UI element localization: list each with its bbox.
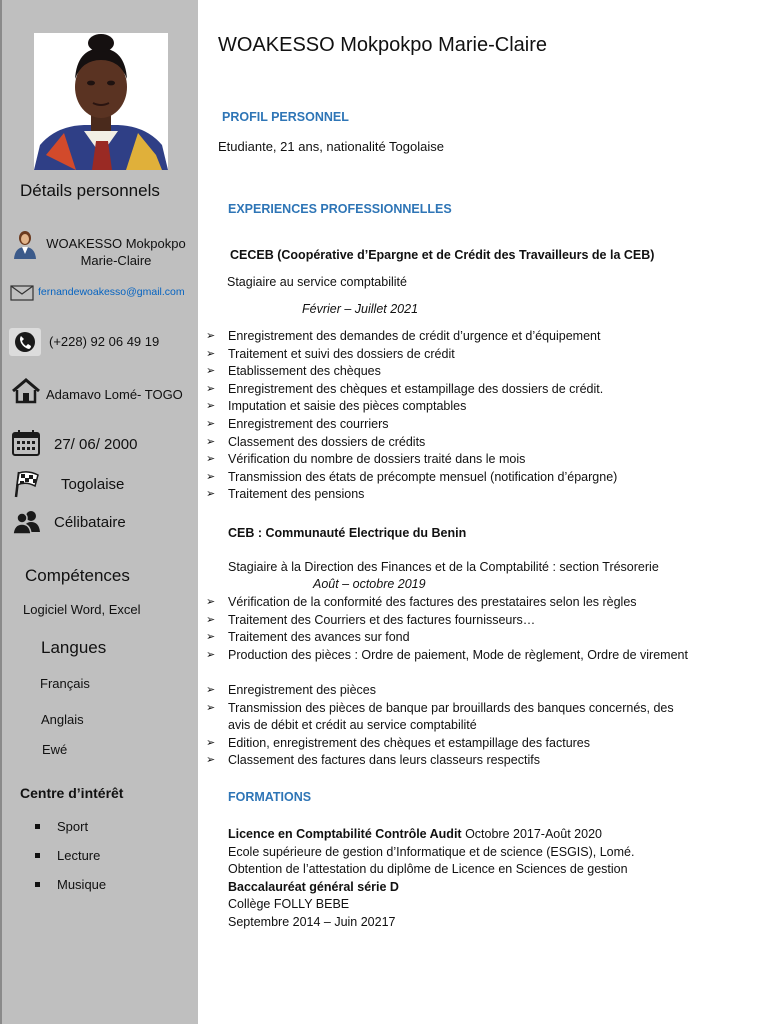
sidebar-name: WOAKESSO Mokpokpo Marie-Claire bbox=[46, 236, 186, 268]
education-section-title: FORMATIONS bbox=[228, 790, 312, 804]
interests-list bbox=[35, 817, 106, 904]
profile-photo bbox=[34, 33, 168, 170]
flag-icon bbox=[13, 470, 41, 498]
job2-role: Stagiaire à la Direction des Finances et de la Comptabilité : section Trésorerie bbox=[228, 560, 659, 574]
phone-icon bbox=[9, 328, 41, 356]
language-item: Anglais bbox=[41, 712, 84, 727]
education-degree1: Licence en Comptabilité Contrôle Audit Octobre 2017-Août 2020 bbox=[228, 827, 602, 841]
list-item: ➢ Traitement et suivi des dossiers de crédit bbox=[206, 346, 617, 364]
interests-title: Centre d’intérêt bbox=[20, 785, 124, 801]
sidebar bbox=[0, 0, 198, 1024]
list-item: ➢ Production des pièces : Ordre de paiement, Mode de règlement, Ordre de virement bbox=[206, 647, 698, 682]
arrow-bullet-icon: ➢ bbox=[206, 613, 216, 626]
arrow-bullet-icon: ➢ bbox=[206, 754, 216, 767]
arrow-bullet-icon: ➢ bbox=[206, 330, 216, 342]
marital-status: Célibataire bbox=[54, 514, 126, 531]
phone-number: (+228) 92 06 49 19 bbox=[49, 334, 160, 349]
list-item: ➢ Edition, enregistrement des chèques et estampillage des factures bbox=[206, 735, 698, 753]
birthdate: 27/ 06/ 2000 bbox=[54, 436, 138, 453]
arrow-bullet-icon: ➢ bbox=[206, 631, 216, 644]
interest-item: Musique bbox=[35, 875, 106, 904]
arrow-bullet-icon: ➢ bbox=[206, 736, 216, 749]
arrow-bullet-icon: ➢ bbox=[206, 347, 216, 360]
arrow-bullet-icon: ➢ bbox=[206, 417, 216, 430]
job1-tasks bbox=[206, 328, 617, 504]
list-item: ➢ Etablissement des chèques bbox=[206, 363, 617, 381]
arrow-bullet-icon: ➢ bbox=[206, 453, 216, 466]
arrow-bullet-icon: ➢ bbox=[206, 596, 216, 608]
job2-tasks bbox=[206, 594, 698, 770]
arrow-bullet-icon: ➢ bbox=[206, 435, 216, 448]
sidebar-edge bbox=[0, 0, 2, 1024]
arrow-bullet-icon: ➢ bbox=[206, 470, 216, 483]
profile-section-title: PROFIL PERSONNEL bbox=[222, 110, 349, 124]
skills-title: Compétences bbox=[25, 566, 130, 585]
people-icon bbox=[13, 510, 41, 534]
address: Adamavo Lomé- TOGO bbox=[46, 387, 183, 402]
home-icon bbox=[11, 378, 41, 404]
language-item: Ewé bbox=[42, 742, 68, 757]
person-icon bbox=[12, 229, 38, 259]
job1-period: Février – Juillet 2021 bbox=[302, 302, 419, 316]
list-item: ➢ Classement des factures dans leurs classeurs respectifs bbox=[206, 752, 698, 770]
skills-text: Logiciel Word, Excel bbox=[23, 602, 141, 617]
main-content bbox=[198, 0, 768, 1024]
education-dates2: Septembre 2014 – Juin 20217 bbox=[228, 915, 396, 929]
profile-text: Etudiante, 21 ans, nationalité Togolaise bbox=[218, 139, 444, 154]
nationality: Togolaise bbox=[61, 476, 125, 493]
arrow-bullet-icon: ➢ bbox=[206, 382, 216, 395]
list-item: ➢ Traitement des avances sur fond bbox=[206, 629, 698, 647]
arrow-bullet-icon: ➢ bbox=[206, 701, 216, 714]
list-item: ➢ Traitement des Courriers et des factures fournisseurs… bbox=[206, 612, 698, 630]
job1-company: CECEB (Coopérative d’Epargne et de Crédit des Travailleurs de la CEB) bbox=[230, 248, 655, 262]
list-item: ➢ Enregistrement des chèques et estampillage des dossiers de crédit. bbox=[206, 381, 617, 399]
list-item: ➢ Imputation et saisie des pièces comptables bbox=[206, 398, 617, 416]
list-item: ➢ Transmission des états de précompte mensuel (notification d’épargne) bbox=[206, 469, 617, 487]
education-degree2: Baccalauréat général série D bbox=[228, 880, 399, 894]
interest-item: Sport bbox=[35, 817, 106, 846]
arrow-bullet-icon: ➢ bbox=[206, 365, 216, 378]
list-item: ➢ Enregistrement des demandes de crédit d’urgence et d’équipement bbox=[206, 328, 617, 346]
email-link[interactable]: fernandewoakesso@gmail.com bbox=[38, 286, 185, 298]
envelope-icon bbox=[10, 285, 34, 301]
languages-title: Langues bbox=[41, 638, 107, 657]
list-item: ➢ Enregistrement des courriers bbox=[206, 416, 617, 434]
list-item: ➢ Vérification de la conformité des factures des prestataires selon les règles bbox=[206, 594, 698, 612]
arrow-bullet-icon: ➢ bbox=[206, 488, 216, 501]
list-item: ➢ Vérification du nombre de dossiers traité dans le mois bbox=[206, 451, 617, 469]
education-school1: Ecole supérieure de gestion d’Informatique et de science (ESGIS), Lomé. bbox=[228, 845, 635, 859]
page-title: WOAKESSO Mokpokpo Marie-Claire bbox=[218, 34, 547, 56]
job2-period: Août – octobre 2019 bbox=[313, 577, 426, 591]
education-note1: Obtention de l’attestation du diplôme de Licence en Sciences de gestion bbox=[228, 862, 628, 876]
calendar-icon bbox=[12, 430, 40, 456]
interest-item: Lecture bbox=[35, 846, 106, 875]
job1-role: Stagiaire au service comptabilité bbox=[227, 275, 407, 289]
education-school2: Collège FOLLY BEBE bbox=[228, 897, 350, 911]
list-item: ➢ Transmission des pièces de banque par brouillards des banques concernés, des avis de débit et crédit au service comptabilité bbox=[206, 700, 674, 733]
list-item: ➢ Traitement des pensions bbox=[206, 486, 617, 504]
list-item: ➢ Classement des dossiers de crédits bbox=[206, 434, 617, 452]
experience-section-title: EXPERIENCES PROFESSIONNELLES bbox=[228, 202, 452, 216]
arrow-bullet-icon: ➢ bbox=[206, 400, 216, 413]
list-item: ➢ Enregistrement des pièces bbox=[206, 682, 698, 700]
language-item: Français bbox=[40, 676, 90, 691]
arrow-bullet-icon: ➢ bbox=[206, 683, 216, 696]
arrow-bullet-icon: ➢ bbox=[206, 648, 216, 661]
personal-details-title: Détails personnels bbox=[20, 181, 160, 200]
job2-company: CEB : Communauté Electrique du Benin bbox=[228, 526, 467, 540]
